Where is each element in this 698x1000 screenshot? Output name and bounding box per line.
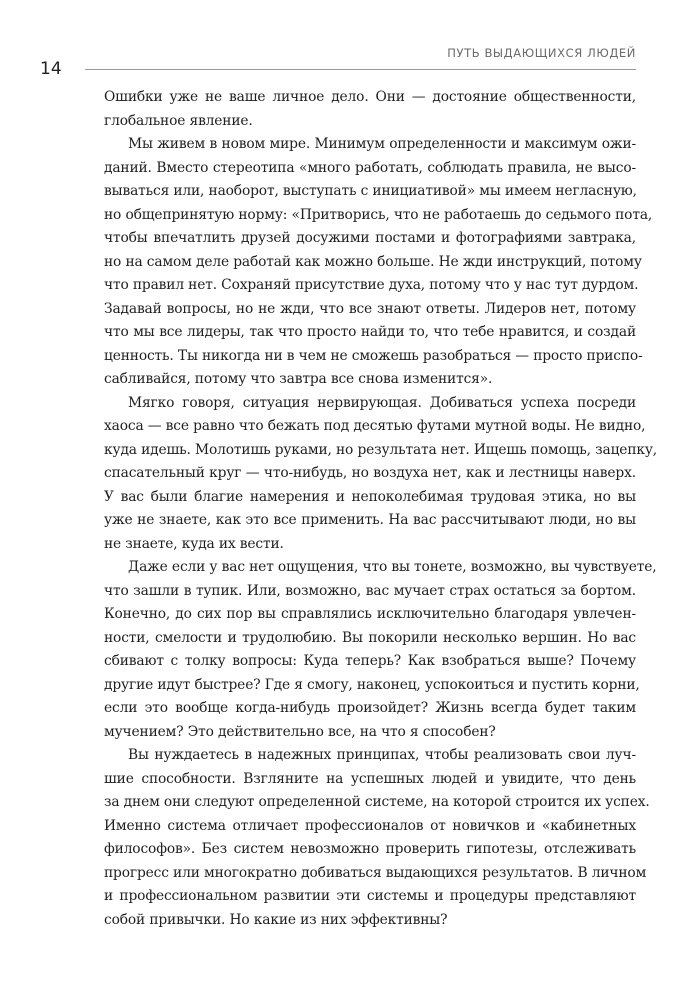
- text-line: [104, 110, 636, 134]
- text-run: чтобы впечатлить друзей досужими постами и фотографиями завтрака,: [104, 230, 636, 246]
- text-line: [104, 415, 646, 439]
- text-run: Задавай вопросы, но не жди, что все знают ответы. Лидеров нет, потому: [104, 300, 636, 317]
- body-text: [104, 86, 658, 932]
- text-run: У вас были благие намерения и непоколебимая трудовая этика, но вы: [104, 488, 636, 505]
- text-line: [104, 227, 636, 251]
- paragraph: [104, 744, 650, 932]
- text-run: но общепринятую норму: «Притворись, что не работаешь до седьмого пота,: [104, 206, 653, 223]
- text-line: [104, 721, 636, 745]
- text-line: [104, 298, 636, 322]
- paragraph: [104, 392, 658, 557]
- text-line: [104, 86, 636, 110]
- text-line: [104, 321, 636, 345]
- text-run: уже не знаете, как это все применить. На вас рассчитывают люди, но вы: [104, 512, 636, 528]
- text-line: [104, 180, 636, 204]
- text-line: [104, 885, 636, 909]
- text-line: [104, 650, 636, 674]
- text-line: [104, 251, 642, 275]
- running-header: ПУТЬ ВЫДАЮЩИХСЯ ЛЮДЕЙ: [447, 46, 636, 60]
- text-run: собой: [104, 911, 150, 928]
- text-line: [104, 909, 636, 933]
- text-line: [104, 274, 639, 298]
- paragraph: [104, 86, 636, 133]
- text-run: , но воздуха нет, как и лестницы наверх.: [342, 465, 636, 481]
- text-run: что мы все лидеры, так что просто найди то, что тебе нравится, и создай: [104, 324, 636, 340]
- text-run: сбивают с толку вопросы:: [104, 653, 304, 669]
- text-line: [104, 815, 636, 839]
- text-run: но на самом деле работай как можно больше. Не жди инструкций, потому: [104, 253, 642, 270]
- text-line: [104, 462, 636, 486]
- text-line: [104, 862, 647, 886]
- text-run: спасательный круг —: [104, 465, 264, 481]
- text-run: не знаете, куда их вести.: [104, 535, 284, 552]
- header-rule: [85, 69, 636, 70]
- text-run: вываться или, наоборот, выступать с инициативой» мы имеем негласную,: [104, 183, 637, 199]
- text-line: [104, 674, 640, 698]
- paragraph: [104, 133, 653, 392]
- text-run: философов». Без систем невозможно проверить гипотезы, отслеживать: [104, 841, 636, 857]
- text-line: [104, 345, 643, 369]
- text-run: даний. Вместо стереотипа «много работать, соблюдать правила, не высо-: [104, 159, 636, 176]
- text-run: Мы живем в новом мире. Минимум определенности и максимум ожи-: [128, 136, 636, 152]
- text-run: Конечно, до сих пор вы справлялись исключительно благодаря увлечен-: [104, 606, 636, 622]
- text-line: [104, 533, 636, 557]
- text-run: ности, смелости и трудолюбию. Вы покорили несколько вершин. Но вас: [104, 629, 636, 646]
- text-run: хаоса — все равно что бежать под десятью футами мутной воды. Не видно,: [104, 418, 646, 434]
- text-run: Ошибки уже не ваше личное дело. Они — достояние общественности,: [104, 89, 636, 105]
- text-run: Мягко говоря, ситуация нервирующая. Добиваться успеха посреди: [128, 394, 636, 411]
- italic-run: другие идут быстрее? Где я смогу, наконец, успокоиться и пустить корни,: [104, 676, 640, 693]
- page-number: 14: [40, 59, 62, 79]
- text-run: Именно система отличает профессионалов от новичков и «кабинетных: [104, 817, 636, 834]
- text-line: [104, 791, 650, 815]
- italic-run: Куда теперь? Как взобраться выше? Почему: [303, 653, 636, 669]
- text-run: прогресс или многократно добиваться выдающихся результатов. В личном: [104, 864, 647, 881]
- italic-run: привычки: [149, 911, 222, 928]
- text-line: [104, 768, 636, 792]
- text-line: [104, 838, 636, 862]
- italic-run: если это вообще когда-нибудь произойдет? Жизнь всегда будет таким: [104, 700, 636, 716]
- text-line: [104, 133, 636, 157]
- text-line: [104, 603, 636, 627]
- text-line: [104, 509, 636, 533]
- text-run: ценность.: [104, 347, 178, 364]
- italic-run: мучением? Это действительно все, на что я способен?: [104, 723, 496, 740]
- text-line: [104, 392, 636, 416]
- text-run: ».: [479, 371, 493, 387]
- text-run: и профессиональном развитии эти системы и процедуры представляют: [104, 888, 636, 904]
- italic-run: сабливайся, потому что завтра все снова изменится: [104, 371, 480, 387]
- text-run: Вы нуждаетесь в надежных принципах, чтобы реализовать свои луч-: [128, 747, 636, 763]
- text-line: [104, 439, 658, 463]
- italic-run: что-нибудь: [263, 465, 343, 481]
- text-run: куда идешь. Молотишь руками, но результата нет. Ищешь помощь, зацепку,: [104, 441, 658, 458]
- text-line: [104, 368, 636, 392]
- paragraph: [104, 556, 657, 744]
- text-line: [104, 627, 636, 651]
- text-run: что правил нет. Сохраняй присутствие духа, потому что у нас тут дурдом.: [104, 277, 639, 293]
- text-line: [104, 697, 636, 721]
- text-line: [104, 556, 657, 580]
- text-line: [104, 204, 653, 228]
- text-run: за днем они следуют определенной системе, на которой строится их успех.: [104, 794, 650, 810]
- text-run: что зашли в тупик. Или, возможно, вас мучает страх остаться за бортом.: [104, 582, 636, 599]
- text-run: глобальное явление.: [104, 112, 253, 129]
- text-run: Даже если у вас нет ощущения, что вы тонете, возможно, вы чувствуете,: [128, 559, 657, 575]
- text-line: [104, 744, 636, 768]
- italic-run: Ты никогда ни в чем не сможешь разобраться — просто приспо-: [177, 347, 643, 364]
- text-run: . Но какие из них эффективны?: [221, 911, 448, 928]
- text-line: [104, 486, 636, 510]
- text-line: [104, 157, 636, 181]
- text-run: шие способности. Взгляните на успешных людей и увидите, что день: [104, 770, 636, 787]
- text-line: [104, 580, 636, 604]
